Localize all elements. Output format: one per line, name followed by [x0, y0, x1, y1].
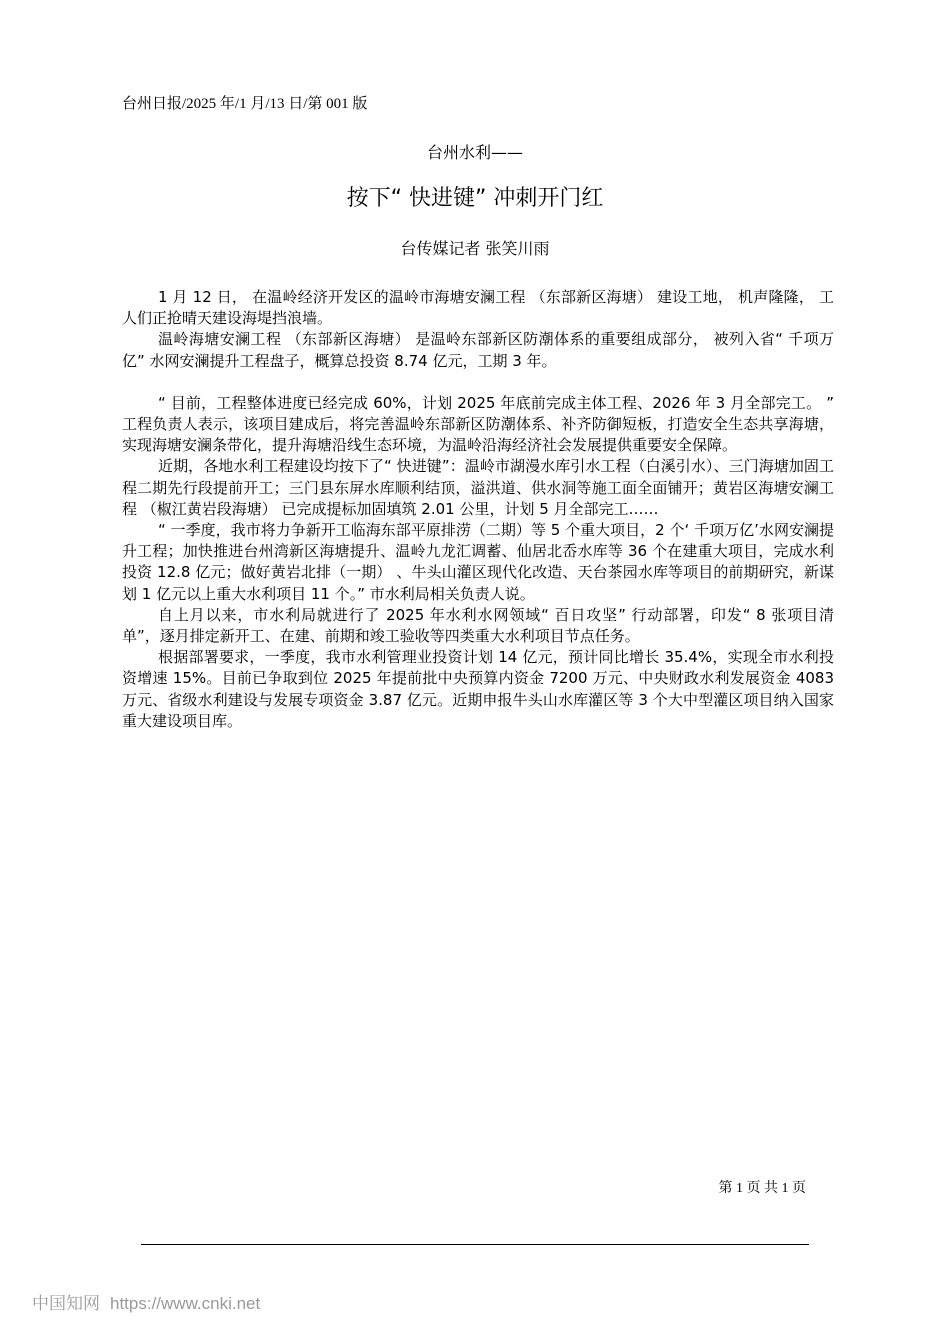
article-body [122, 287, 834, 732]
paragraph: 自上月以来，市水利局就进行了 2025 年水利水网领域“ 百日攻坚” 行动部署，印发“ 8 张项目清单”，逐月排定新开工、在建、前期和竣工验收等四类重大水利项目节点任务。 [122, 605, 834, 646]
paragraph: “ 一季度，我市将力争新开工临海东部平原排涝（二期）等 5 个重大项目，2 个‘ 千项万亿’水网安澜提升工程；加快推进台州湾新区海塘提升、温岭九龙汇调蓄、仙居北岙水库等 36 个在建重大项目，完成水利投资 12.8 亿元；做好黄岩北排（一期） 、牛头山灌区现代化改造、天台茶园水库等项目的前期研究，新谋划 1 亿元以上重大水利项目 11 个。” 市水利局相关负责人说。 [122, 521, 834, 603]
paragraph: 1 月 12 日， 在温岭经济开发区的温岭市海塘安澜工程 （东部新区海塘） 建设工地， 机声隆隆， 工人们正抢晴天建设海堤挡浪墙。 [122, 288, 834, 328]
paragraph: 根据部署要求，一季度，我市水利管理业投资计划 14 亿元，预计同比增长 35.4%，实现全市水利投资增速 15%。目前已争取到位 2025 年提前批中央预算内资金 7200 万元、中央财政水利发展资金 4083 万元、省级水利建设与发展专项资金 3.87 亿元。近期申报牛头山水库灌区等 3 个大中型灌区项目纳入国家重大建设项目库。 [122, 648, 834, 730]
paragraph: 温岭海塘安澜工程 （东部新区海塘） 是温岭东部新区防潮体系的重要组成部分， 被列入省“ 千项万亿” 水网安澜提升工程盘子，概算总投资 8.74 亿元，工期 3 年。 [122, 330, 834, 370]
watermark-url: https://www.cnki.net [110, 1294, 261, 1313]
article-title: 按下“ 快进键” 冲刺开门红 [346, 186, 604, 211]
paragraph: 近期，各地水利工程建设均按下了“ 快进键”：温岭市湖漫水库引水工程（白溪引水）、三门海塘加固工程二期先行段提前开工；三门县东屏水库顺利结顶，溢洪道、供水洞等施工面全面铺开；黄岩区海塘安澜工程 （椒江黄岩段海塘） 已完成提标加固填筑 2.01 公里，计划 5 月全部完工…… [122, 457, 834, 518]
paragraph: “ 目前，工程整体进度已经完成 60%，计划 2025 年底前完成主体工程、2026 年 3 月全部完工。 ” 工程负责人表示，该项目建成后，将完善温岭东部新区防潮体系、补齐防御短板，打造安全生态共享海塘，实现海塘安澜条带化，提升海塘沿线生态环境，为温岭沿海经济社会发展提供重要安全保障。 [122, 393, 834, 455]
page-number: 第 1 页 共 1 页 [718, 1181, 806, 1196]
cnki-watermark [32, 1292, 260, 1316]
article-byline: 台传媒记者 张笑川雨 [400, 239, 550, 258]
footer-divider [141, 1244, 809, 1245]
publication-source: 台州日报/2025 年/1 月/13 日/第 001 版 [122, 96, 368, 112]
section-label: 台州水利—— [426, 143, 523, 162]
watermark-brand: 中国知网 [32, 1294, 100, 1313]
